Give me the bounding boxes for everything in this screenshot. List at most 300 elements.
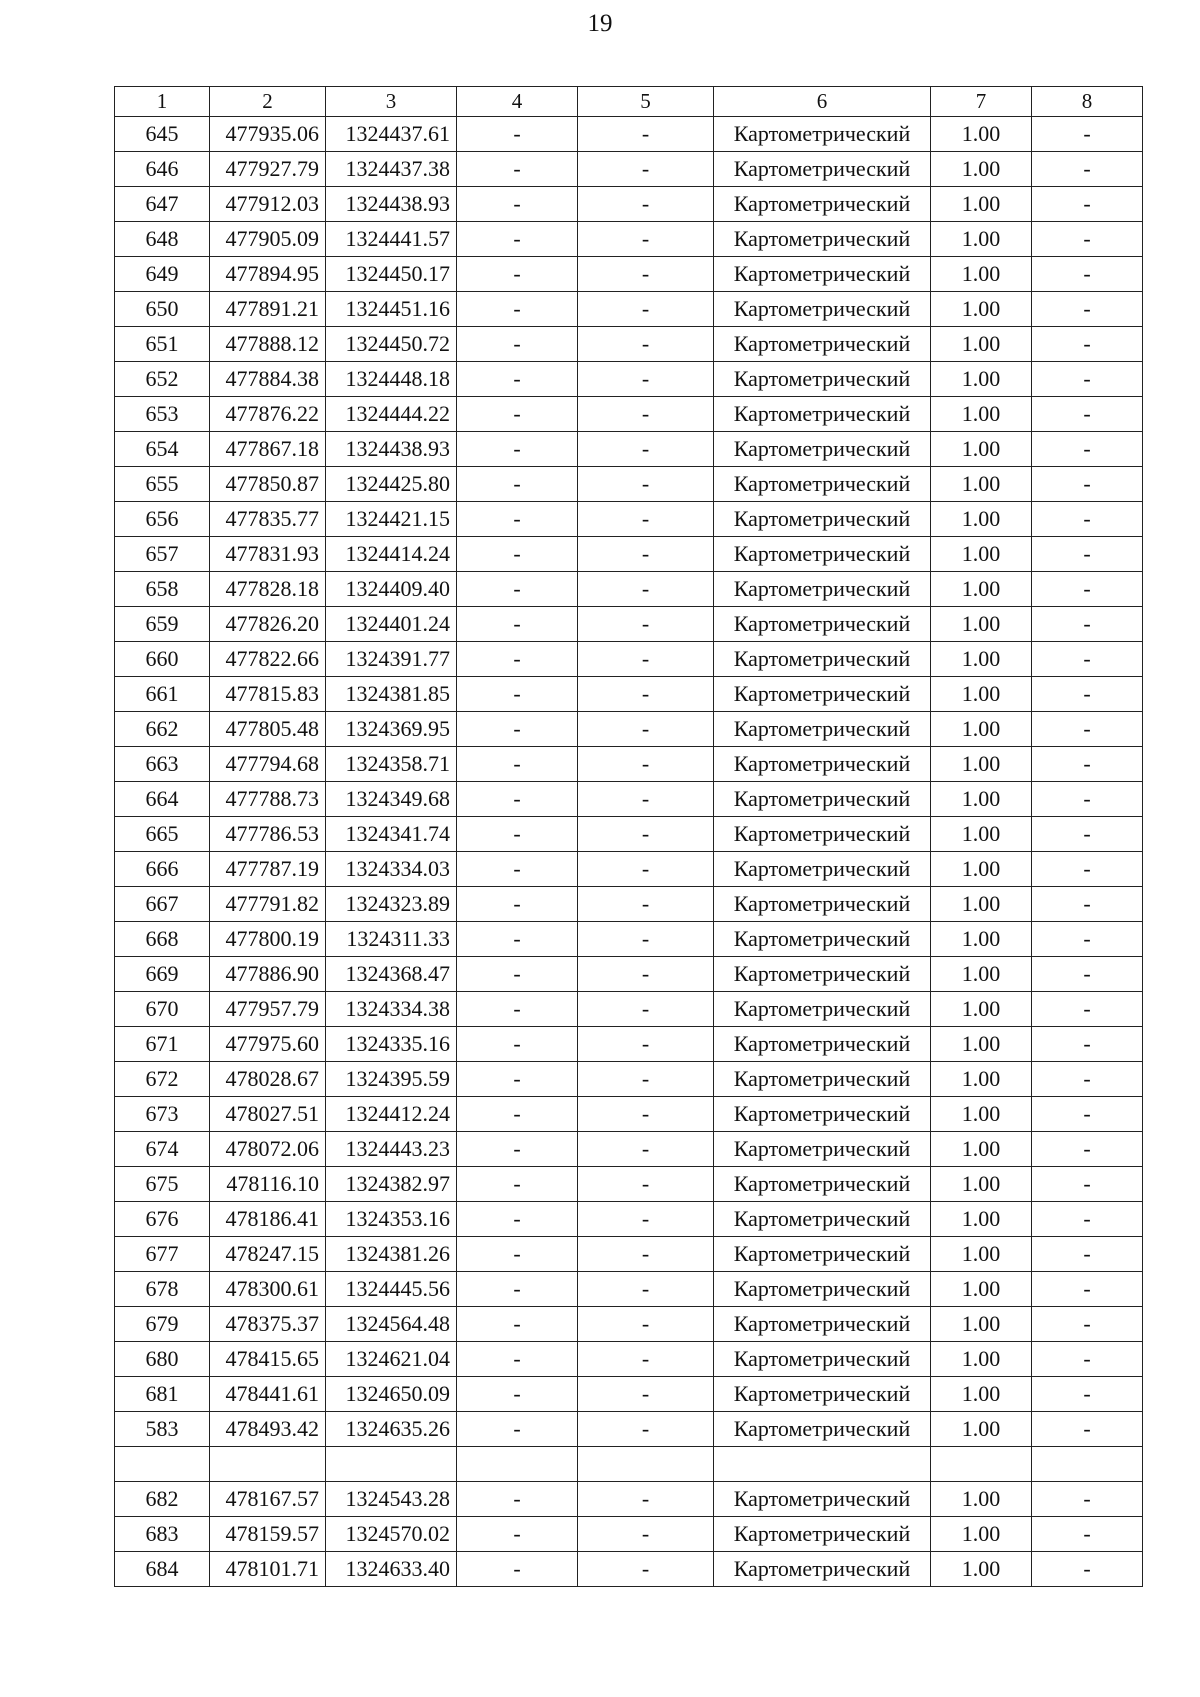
col5-cell: - bbox=[578, 1482, 714, 1517]
x-coordinate-cell: 477850.87 bbox=[210, 467, 326, 502]
method-cell: Картометрический bbox=[714, 292, 931, 327]
table-row bbox=[115, 257, 1143, 292]
point-number-cell: 671 bbox=[115, 1027, 210, 1062]
col4-cell: - bbox=[457, 117, 578, 152]
accuracy-cell: 1.00 bbox=[931, 537, 1032, 572]
x-coordinate-cell: 478247.15 bbox=[210, 1237, 326, 1272]
col8-cell: - bbox=[1032, 712, 1143, 747]
y-coordinate-cell: 1324335.16 bbox=[326, 1027, 457, 1062]
col8-cell: - bbox=[1032, 887, 1143, 922]
method-cell: Картометрический bbox=[714, 362, 931, 397]
col8-cell: - bbox=[1032, 607, 1143, 642]
col4-cell: - bbox=[457, 852, 578, 887]
method-cell: Картометрический bbox=[714, 1097, 931, 1132]
table-row bbox=[115, 852, 1143, 887]
col4-cell: - bbox=[457, 1377, 578, 1412]
accuracy-cell: 1.00 bbox=[931, 747, 1032, 782]
col5-cell: - bbox=[578, 957, 714, 992]
method-cell: Картометрический bbox=[714, 747, 931, 782]
col8-cell: - bbox=[1032, 1307, 1143, 1342]
method-cell: Картометрический bbox=[714, 327, 931, 362]
point-number-cell: 674 bbox=[115, 1132, 210, 1167]
column-header: 7 bbox=[931, 87, 1032, 117]
col5-cell: - bbox=[578, 257, 714, 292]
col8-cell: - bbox=[1032, 222, 1143, 257]
x-coordinate-cell: 478441.61 bbox=[210, 1377, 326, 1412]
col5-cell: - bbox=[578, 572, 714, 607]
table-row bbox=[115, 1447, 1143, 1482]
point-number-cell: 654 bbox=[115, 432, 210, 467]
y-coordinate-cell: 1324349.68 bbox=[326, 782, 457, 817]
y-coordinate-cell: 1324650.09 bbox=[326, 1377, 457, 1412]
point-number-cell: 665 bbox=[115, 817, 210, 852]
col8-cell: - bbox=[1032, 187, 1143, 222]
x-coordinate-cell: 477800.19 bbox=[210, 922, 326, 957]
table-row bbox=[115, 292, 1143, 327]
accuracy-cell: 1.00 bbox=[931, 887, 1032, 922]
col4-cell: - bbox=[457, 572, 578, 607]
accuracy-cell: 1.00 bbox=[931, 782, 1032, 817]
x-coordinate-cell: 477891.21 bbox=[210, 292, 326, 327]
y-coordinate-cell: 1324382.97 bbox=[326, 1167, 457, 1202]
x-coordinate-cell: 478186.41 bbox=[210, 1202, 326, 1237]
col5-cell: - bbox=[578, 1307, 714, 1342]
col5-cell: - bbox=[578, 712, 714, 747]
col4-cell: - bbox=[457, 1202, 578, 1237]
table-row bbox=[115, 1412, 1143, 1447]
col4-cell: - bbox=[457, 607, 578, 642]
col5-cell: - bbox=[578, 1167, 714, 1202]
method-cell: Картометрический bbox=[714, 1482, 931, 1517]
point-number-cell: 655 bbox=[115, 467, 210, 502]
x-coordinate-cell: 477912.03 bbox=[210, 187, 326, 222]
method-cell: Картометрический bbox=[714, 782, 931, 817]
y-coordinate-cell: 1324401.24 bbox=[326, 607, 457, 642]
col4-cell bbox=[457, 1447, 578, 1482]
method-cell bbox=[714, 1447, 931, 1482]
point-number-cell: 673 bbox=[115, 1097, 210, 1132]
x-coordinate-cell: 477805.48 bbox=[210, 712, 326, 747]
method-cell: Картометрический bbox=[714, 1272, 931, 1307]
table-row bbox=[115, 817, 1143, 852]
method-cell: Картометрический bbox=[714, 117, 931, 152]
y-coordinate-cell: 1324353.16 bbox=[326, 1202, 457, 1237]
col4-cell: - bbox=[457, 152, 578, 187]
y-coordinate-cell: 1324334.38 bbox=[326, 992, 457, 1027]
accuracy-cell: 1.00 bbox=[931, 187, 1032, 222]
table-row bbox=[115, 1482, 1143, 1517]
point-number-cell: 661 bbox=[115, 677, 210, 712]
col4-cell: - bbox=[457, 1307, 578, 1342]
point-number-cell: 676 bbox=[115, 1202, 210, 1237]
col8-cell: - bbox=[1032, 1377, 1143, 1412]
method-cell: Картометрический bbox=[714, 187, 931, 222]
col4-cell: - bbox=[457, 257, 578, 292]
col4-cell: - bbox=[457, 292, 578, 327]
col5-cell: - bbox=[578, 467, 714, 502]
accuracy-cell: 1.00 bbox=[931, 992, 1032, 1027]
table-row bbox=[115, 782, 1143, 817]
table-row bbox=[115, 1517, 1143, 1552]
table-row bbox=[115, 1272, 1143, 1307]
accuracy-cell: 1.00 bbox=[931, 1272, 1032, 1307]
table-row bbox=[115, 152, 1143, 187]
table-row bbox=[115, 222, 1143, 257]
table-row bbox=[115, 1202, 1143, 1237]
table-row bbox=[115, 712, 1143, 747]
method-cell: Картометрический bbox=[714, 1552, 931, 1587]
col4-cell: - bbox=[457, 817, 578, 852]
col5-cell bbox=[578, 1447, 714, 1482]
col5-cell: - bbox=[578, 1412, 714, 1447]
col8-cell: - bbox=[1032, 852, 1143, 887]
y-coordinate-cell: 1324381.85 bbox=[326, 677, 457, 712]
col4-cell: - bbox=[457, 992, 578, 1027]
method-cell: Картометрический bbox=[714, 572, 931, 607]
col8-cell: - bbox=[1032, 957, 1143, 992]
point-number-cell: 679 bbox=[115, 1307, 210, 1342]
method-cell: Картометрический bbox=[714, 1307, 931, 1342]
table-row bbox=[115, 467, 1143, 502]
accuracy-cell: 1.00 bbox=[931, 1237, 1032, 1272]
method-cell: Картометрический bbox=[714, 432, 931, 467]
y-coordinate-cell: 1324448.18 bbox=[326, 362, 457, 397]
x-coordinate-cell: 477905.09 bbox=[210, 222, 326, 257]
method-cell: Картометрический bbox=[714, 1342, 931, 1377]
x-coordinate-cell: 477787.19 bbox=[210, 852, 326, 887]
col4-cell: - bbox=[457, 887, 578, 922]
point-number-cell: 662 bbox=[115, 712, 210, 747]
x-coordinate-cell: 477791.82 bbox=[210, 887, 326, 922]
point-number-cell: 670 bbox=[115, 992, 210, 1027]
col5-cell: - bbox=[578, 922, 714, 957]
x-coordinate-cell: 477835.77 bbox=[210, 502, 326, 537]
col5-cell: - bbox=[578, 1097, 714, 1132]
x-coordinate-cell: 478159.57 bbox=[210, 1517, 326, 1552]
x-coordinate-cell: 477876.22 bbox=[210, 397, 326, 432]
col4-cell: - bbox=[457, 432, 578, 467]
x-coordinate-cell: 477815.83 bbox=[210, 677, 326, 712]
table-row bbox=[115, 432, 1143, 467]
method-cell: Картометрический bbox=[714, 1412, 931, 1447]
x-coordinate-cell: 478101.71 bbox=[210, 1552, 326, 1587]
col5-cell: - bbox=[578, 1237, 714, 1272]
col4-cell: - bbox=[457, 1412, 578, 1447]
y-coordinate-cell: 1324381.26 bbox=[326, 1237, 457, 1272]
y-coordinate-cell: 1324323.89 bbox=[326, 887, 457, 922]
y-coordinate-cell: 1324395.59 bbox=[326, 1062, 457, 1097]
col5-cell: - bbox=[578, 1552, 714, 1587]
column-header: 1 bbox=[115, 87, 210, 117]
y-coordinate-cell: 1324543.28 bbox=[326, 1482, 457, 1517]
method-cell: Картометрический bbox=[714, 1237, 931, 1272]
col5-cell: - bbox=[578, 642, 714, 677]
col4-cell: - bbox=[457, 1097, 578, 1132]
point-number-cell: 666 bbox=[115, 852, 210, 887]
y-coordinate-cell: 1324425.80 bbox=[326, 467, 457, 502]
accuracy-cell: 1.00 bbox=[931, 1062, 1032, 1097]
table-row bbox=[115, 1307, 1143, 1342]
column-header: 5 bbox=[578, 87, 714, 117]
col8-cell: - bbox=[1032, 257, 1143, 292]
col8-cell: - bbox=[1032, 467, 1143, 502]
col4-cell: - bbox=[457, 502, 578, 537]
method-cell: Картометрический bbox=[714, 642, 931, 677]
col8-cell: - bbox=[1032, 747, 1143, 782]
accuracy-cell: 1.00 bbox=[931, 1342, 1032, 1377]
col4-cell: - bbox=[457, 922, 578, 957]
col4-cell: - bbox=[457, 1482, 578, 1517]
col4-cell: - bbox=[457, 467, 578, 502]
x-coordinate-cell: 478028.67 bbox=[210, 1062, 326, 1097]
point-number-cell: 664 bbox=[115, 782, 210, 817]
point-number-cell: 649 bbox=[115, 257, 210, 292]
point-number-cell: 677 bbox=[115, 1237, 210, 1272]
accuracy-cell: 1.00 bbox=[931, 957, 1032, 992]
method-cell: Картометрический bbox=[714, 922, 931, 957]
col8-cell: - bbox=[1032, 1412, 1143, 1447]
col8-cell: - bbox=[1032, 1202, 1143, 1237]
x-coordinate-cell: 478167.57 bbox=[210, 1482, 326, 1517]
y-coordinate-cell bbox=[326, 1447, 457, 1482]
col8-cell: - bbox=[1032, 397, 1143, 432]
col8-cell: - bbox=[1032, 1517, 1143, 1552]
col8-cell: - bbox=[1032, 1097, 1143, 1132]
method-cell: Картометрический bbox=[714, 1132, 931, 1167]
col4-cell: - bbox=[457, 747, 578, 782]
point-number-cell: 672 bbox=[115, 1062, 210, 1097]
x-coordinate-cell: 477794.68 bbox=[210, 747, 326, 782]
col8-cell: - bbox=[1032, 992, 1143, 1027]
x-coordinate-cell: 478493.42 bbox=[210, 1412, 326, 1447]
col5-cell: - bbox=[578, 1202, 714, 1237]
col5-cell: - bbox=[578, 852, 714, 887]
table-row bbox=[115, 992, 1143, 1027]
col4-cell: - bbox=[457, 1132, 578, 1167]
col4-cell: - bbox=[457, 782, 578, 817]
accuracy-cell: 1.00 bbox=[931, 1552, 1032, 1587]
point-number-cell: 658 bbox=[115, 572, 210, 607]
y-coordinate-cell: 1324443.23 bbox=[326, 1132, 457, 1167]
col5-cell: - bbox=[578, 992, 714, 1027]
col8-cell: - bbox=[1032, 782, 1143, 817]
col5-cell: - bbox=[578, 292, 714, 327]
table-row bbox=[115, 1342, 1143, 1377]
col8-cell: - bbox=[1032, 1552, 1143, 1587]
col4-cell: - bbox=[457, 677, 578, 712]
accuracy-cell: 1.00 bbox=[931, 1027, 1032, 1062]
accuracy-cell: 1.00 bbox=[931, 1167, 1032, 1202]
method-cell: Картометрический bbox=[714, 607, 931, 642]
point-number-cell: 645 bbox=[115, 117, 210, 152]
point-number-cell: 668 bbox=[115, 922, 210, 957]
accuracy-cell: 1.00 bbox=[931, 1412, 1032, 1447]
col8-cell: - bbox=[1032, 1272, 1143, 1307]
col5-cell: - bbox=[578, 1342, 714, 1377]
col5-cell: - bbox=[578, 502, 714, 537]
col5-cell: - bbox=[578, 887, 714, 922]
method-cell: Картометрический bbox=[714, 677, 931, 712]
y-coordinate-cell: 1324369.95 bbox=[326, 712, 457, 747]
accuracy-cell: 1.00 bbox=[931, 327, 1032, 362]
col5-cell: - bbox=[578, 1377, 714, 1412]
y-coordinate-cell: 1324414.24 bbox=[326, 537, 457, 572]
accuracy-cell: 1.00 bbox=[931, 257, 1032, 292]
col8-cell: - bbox=[1032, 537, 1143, 572]
x-coordinate-cell: 477788.73 bbox=[210, 782, 326, 817]
accuracy-cell: 1.00 bbox=[931, 362, 1032, 397]
method-cell: Картометрический bbox=[714, 817, 931, 852]
col4-cell: - bbox=[457, 222, 578, 257]
method-cell: Картометрический bbox=[714, 502, 931, 537]
table-body bbox=[115, 117, 1143, 1587]
x-coordinate-cell: 478300.61 bbox=[210, 1272, 326, 1307]
col5-cell: - bbox=[578, 537, 714, 572]
table-row bbox=[115, 922, 1143, 957]
point-number-cell: 652 bbox=[115, 362, 210, 397]
table-row bbox=[115, 887, 1143, 922]
point-number-cell: 646 bbox=[115, 152, 210, 187]
page-number: 19 bbox=[587, 10, 613, 37]
table-row bbox=[115, 1097, 1143, 1132]
col8-cell: - bbox=[1032, 817, 1143, 852]
col8-cell: - bbox=[1032, 1132, 1143, 1167]
method-cell: Картометрический bbox=[714, 467, 931, 502]
x-coordinate-cell: 477886.90 bbox=[210, 957, 326, 992]
col8-cell: - bbox=[1032, 327, 1143, 362]
y-coordinate-cell: 1324438.93 bbox=[326, 187, 457, 222]
table-row bbox=[115, 187, 1143, 222]
accuracy-cell: 1.00 bbox=[931, 607, 1032, 642]
accuracy-cell: 1.00 bbox=[931, 152, 1032, 187]
table-row bbox=[115, 1167, 1143, 1202]
col5-cell: - bbox=[578, 187, 714, 222]
column-header: 2 bbox=[210, 87, 326, 117]
x-coordinate-cell: 477894.95 bbox=[210, 257, 326, 292]
col4-cell: - bbox=[457, 1272, 578, 1307]
col8-cell: - bbox=[1032, 502, 1143, 537]
y-coordinate-cell: 1324421.15 bbox=[326, 502, 457, 537]
point-number-cell: 656 bbox=[115, 502, 210, 537]
col4-cell: - bbox=[457, 642, 578, 677]
point-number-cell: 669 bbox=[115, 957, 210, 992]
col8-cell: - bbox=[1032, 152, 1143, 187]
col4-cell: - bbox=[457, 397, 578, 432]
method-cell: Картометрический bbox=[714, 992, 931, 1027]
table-row bbox=[115, 677, 1143, 712]
y-coordinate-cell: 1324311.33 bbox=[326, 922, 457, 957]
y-coordinate-cell: 1324445.56 bbox=[326, 1272, 457, 1307]
col8-cell: - bbox=[1032, 1062, 1143, 1097]
point-number-cell: 653 bbox=[115, 397, 210, 432]
accuracy-cell: 1.00 bbox=[931, 572, 1032, 607]
accuracy-cell: 1.00 bbox=[931, 1202, 1032, 1237]
table-row bbox=[115, 1237, 1143, 1272]
col5-cell: - bbox=[578, 327, 714, 362]
accuracy-cell: 1.00 bbox=[931, 852, 1032, 887]
method-cell: Картометрический bbox=[714, 852, 931, 887]
point-number-cell: 583 bbox=[115, 1412, 210, 1447]
x-coordinate-cell: 477867.18 bbox=[210, 432, 326, 467]
accuracy-cell bbox=[931, 1447, 1032, 1482]
x-coordinate-cell: 478072.06 bbox=[210, 1132, 326, 1167]
point-number-cell: 659 bbox=[115, 607, 210, 642]
x-coordinate-cell: 477828.18 bbox=[210, 572, 326, 607]
point-number-cell bbox=[115, 1447, 210, 1482]
method-cell: Картометрический bbox=[714, 1062, 931, 1097]
col5-cell: - bbox=[578, 1027, 714, 1062]
x-coordinate-cell bbox=[210, 1447, 326, 1482]
accuracy-cell: 1.00 bbox=[931, 1482, 1032, 1517]
table-row bbox=[115, 1377, 1143, 1412]
accuracy-cell: 1.00 bbox=[931, 1132, 1032, 1167]
x-coordinate-cell: 477957.79 bbox=[210, 992, 326, 1027]
table-row bbox=[115, 747, 1143, 782]
y-coordinate-cell: 1324450.72 bbox=[326, 327, 457, 362]
accuracy-cell: 1.00 bbox=[931, 1307, 1032, 1342]
accuracy-cell: 1.00 bbox=[931, 1097, 1032, 1132]
method-cell: Картометрический bbox=[714, 1202, 931, 1237]
col8-cell: - bbox=[1032, 362, 1143, 397]
col5-cell: - bbox=[578, 607, 714, 642]
x-coordinate-cell: 478116.10 bbox=[210, 1167, 326, 1202]
table-row bbox=[115, 397, 1143, 432]
col4-cell: - bbox=[457, 1237, 578, 1272]
col4-cell: - bbox=[457, 1552, 578, 1587]
table-row bbox=[115, 502, 1143, 537]
col8-cell: - bbox=[1032, 642, 1143, 677]
table-row bbox=[115, 572, 1143, 607]
col8-cell: - bbox=[1032, 1482, 1143, 1517]
y-coordinate-cell: 1324409.40 bbox=[326, 572, 457, 607]
accuracy-cell: 1.00 bbox=[931, 117, 1032, 152]
col4-cell: - bbox=[457, 362, 578, 397]
col8-cell: - bbox=[1032, 432, 1143, 467]
x-coordinate-cell: 477822.66 bbox=[210, 642, 326, 677]
header-row bbox=[115, 87, 1143, 117]
accuracy-cell: 1.00 bbox=[931, 397, 1032, 432]
column-header: 8 bbox=[1032, 87, 1143, 117]
point-number-cell: 684 bbox=[115, 1552, 210, 1587]
col5-cell: - bbox=[578, 117, 714, 152]
col5-cell: - bbox=[578, 817, 714, 852]
x-coordinate-cell: 478415.65 bbox=[210, 1342, 326, 1377]
y-coordinate-cell: 1324564.48 bbox=[326, 1307, 457, 1342]
col4-cell: - bbox=[457, 957, 578, 992]
x-coordinate-cell: 477831.93 bbox=[210, 537, 326, 572]
y-coordinate-cell: 1324444.22 bbox=[326, 397, 457, 432]
method-cell: Картометрический bbox=[714, 1167, 931, 1202]
point-number-cell: 650 bbox=[115, 292, 210, 327]
x-coordinate-cell: 477826.20 bbox=[210, 607, 326, 642]
col8-cell: - bbox=[1032, 1167, 1143, 1202]
col5-cell: - bbox=[578, 362, 714, 397]
col5-cell: - bbox=[578, 747, 714, 782]
col8-cell bbox=[1032, 1447, 1143, 1482]
accuracy-cell: 1.00 bbox=[931, 712, 1032, 747]
column-header: 6 bbox=[714, 87, 931, 117]
col4-cell: - bbox=[457, 1517, 578, 1552]
col5-cell: - bbox=[578, 1272, 714, 1307]
y-coordinate-cell: 1324451.16 bbox=[326, 292, 457, 327]
accuracy-cell: 1.00 bbox=[931, 677, 1032, 712]
col5-cell: - bbox=[578, 152, 714, 187]
accuracy-cell: 1.00 bbox=[931, 467, 1032, 502]
point-number-cell: 663 bbox=[115, 747, 210, 782]
table-row bbox=[115, 1552, 1143, 1587]
table-row bbox=[115, 1027, 1143, 1062]
y-coordinate-cell: 1324438.93 bbox=[326, 432, 457, 467]
